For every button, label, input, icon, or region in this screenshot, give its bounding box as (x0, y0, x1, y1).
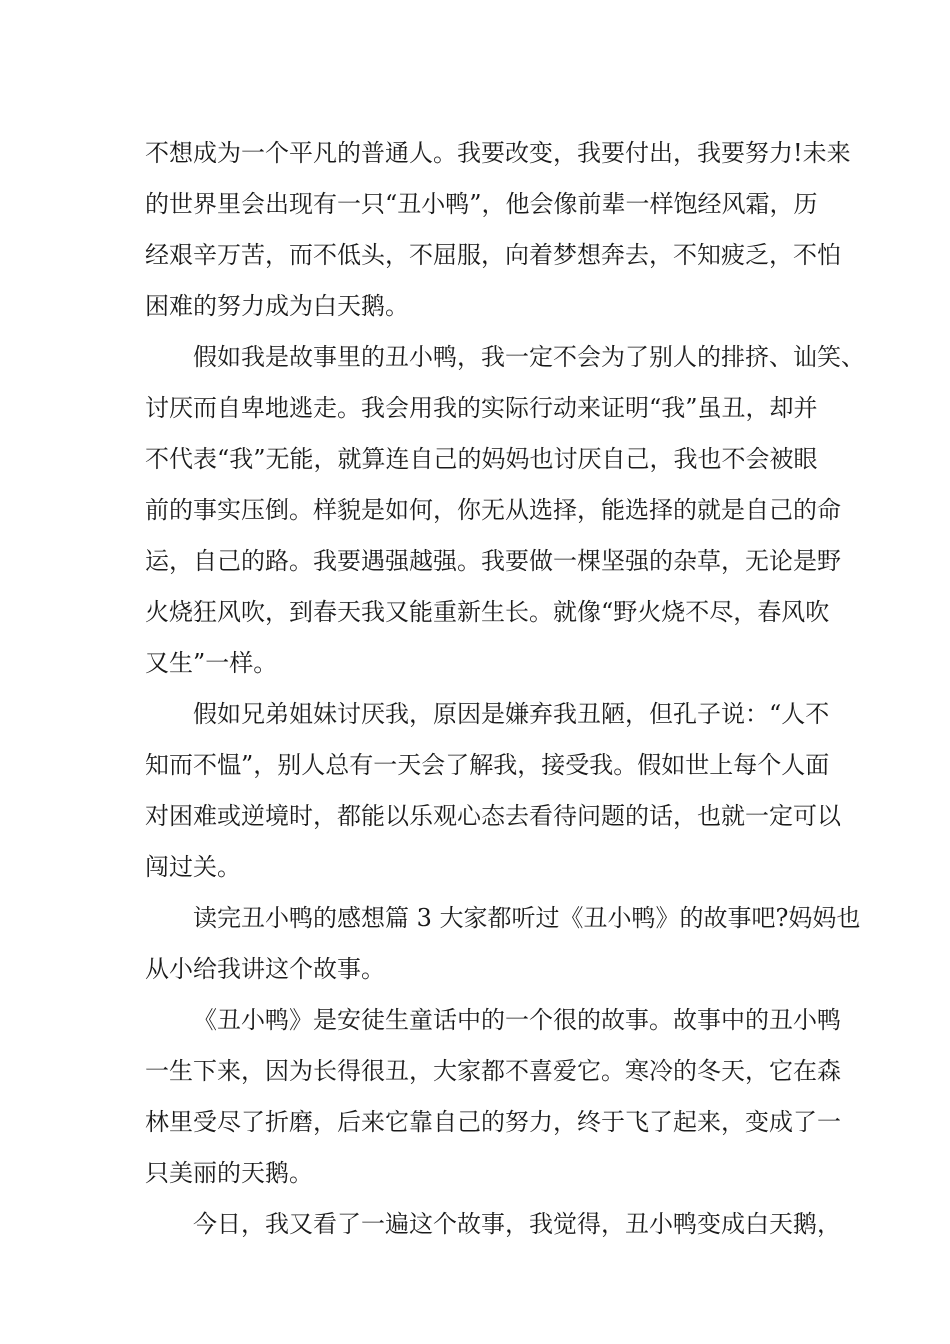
text-line: 不代表“我”无能，就算连自己的妈妈也讨厌自己，我也不会被眼 (145, 445, 818, 473)
text-line: 讨厌而自卑地逃走。我会用我的实际行动来证明“我”虽丑，却并 (145, 394, 818, 422)
text-line: 一生下来，因为长得很丑，大家都不喜爱它。寒冷的冬天，它在森 (145, 1057, 841, 1085)
text-line: 运，自己的路。我要遇强越强。我要做一棵坚强的杂草，无论是野 (145, 547, 841, 575)
paragraph (145, 1199, 841, 1250)
paragraph (145, 332, 865, 689)
text-line: 不想成为一个平凡的普通人。我要改变，我要付出，我要努力!未来 (145, 139, 851, 167)
paragraph (145, 689, 841, 893)
text-line: 对困难或逆境时，都能以乐观心态去看待问题的话，也就一定可以 (145, 802, 841, 830)
text-line: 假如我是故事里的丑小鸭，我一定不会为了别人的排挤、讪笑、 (193, 343, 865, 371)
text-line: 的世界里会出现有一只“丑小鸭”，他会像前辈一样饱经风霜，历 (145, 190, 818, 218)
text-line: 经艰辛万苦，而不低头，不屈服，向着梦想奔去，不知疲乏，不怕 (145, 241, 841, 269)
text-line: 又生”一样。 (145, 649, 278, 677)
text-line: 闯过关。 (145, 853, 241, 881)
text-line: 《丑小鸭》是安徒生童话中的一个很的故事。故事中的丑小鸭 (193, 1006, 841, 1034)
text-line: 只美丽的天鹅。 (145, 1159, 313, 1187)
text-line: 假如兄弟姐妹讨厌我，原因是嫌弃我丑陋，但孔子说：“人不 (193, 700, 830, 728)
text-line: 读完丑小鸭的感想篇 3 大家都听过《丑小鸭》的故事吧?妈妈也 (193, 904, 861, 932)
paragraph (145, 128, 851, 332)
text-line: 今日，我又看了一遍这个故事，我觉得，丑小鸭变成白天鹅， (193, 1210, 841, 1238)
paragraph (145, 995, 841, 1199)
paragraph (145, 893, 861, 995)
text-line: 林里受尽了折磨，后来它靠自己的努力，终于飞了起来，变成了一 (145, 1108, 841, 1136)
body-text (145, 128, 865, 1250)
text-line: 困难的努力成为白天鹅。 (145, 292, 409, 320)
text-line: 知而不愠”，别人总有一天会了解我，接受我。假如世上每个人面 (145, 751, 830, 779)
text-line: 从小给我讲这个故事。 (145, 955, 385, 983)
text-line: 前的事实压倒。样貌是如何，你无从选择，能选择的就是自己的命 (145, 496, 841, 524)
text-line: 火烧狂风吹，到春天我又能重新生长。就像“野火烧不尽，春风吹 (145, 598, 830, 626)
